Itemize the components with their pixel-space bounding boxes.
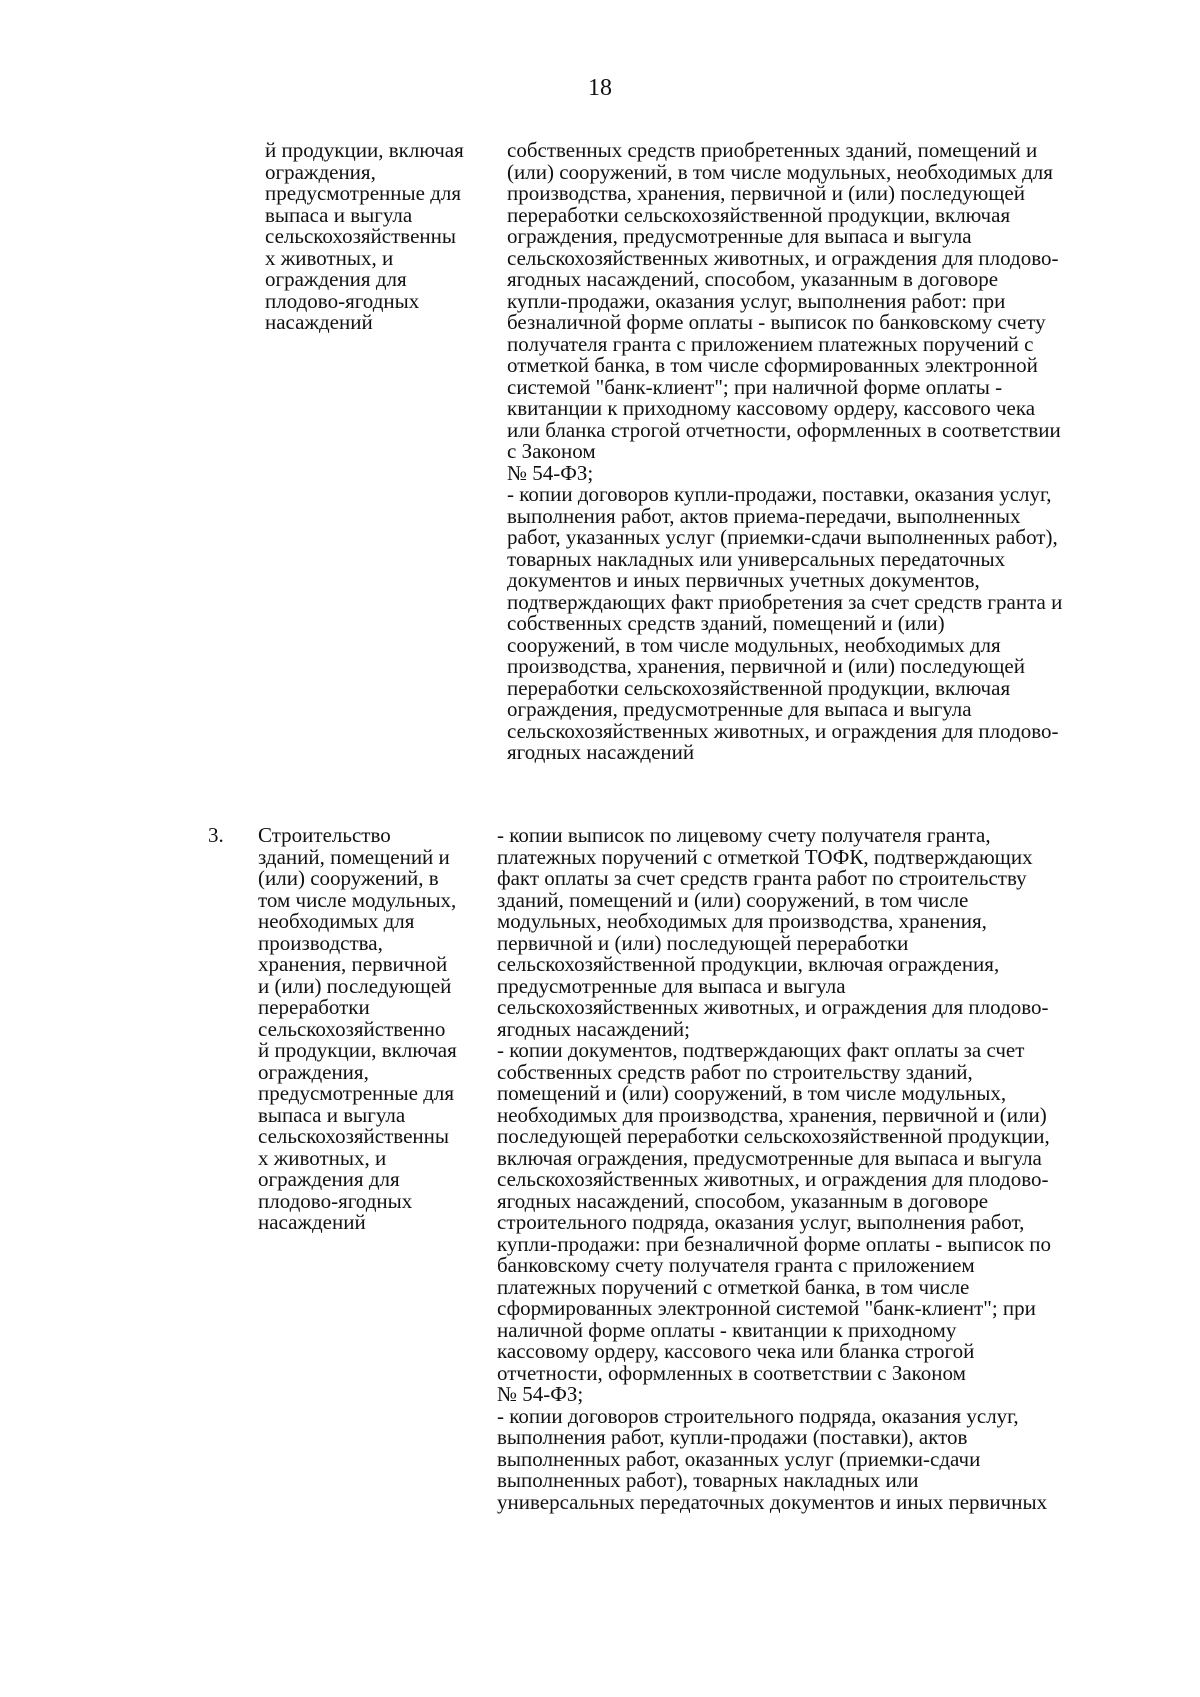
text-line: плодово-ягодных: [258, 1188, 413, 1213]
text-line: зданий, помещений и: [258, 844, 450, 869]
text-line: универсальных передаточных документов и иных первичных: [497, 1489, 1048, 1514]
text-line: насаждений: [258, 1210, 366, 1234]
text-line: собственных средств работ по строительству зданий,: [497, 1059, 973, 1084]
text-line: получателя гранта с приложением платежных поручений с: [507, 331, 1034, 356]
text-line: купли-продажи: при безналичной форме оплаты - выписок по: [497, 1231, 1052, 1256]
text-line: сельскохозяйственных животных, и ограждения для плодово-: [507, 245, 1059, 270]
text-line: собственных средств зданий, помещений и (или): [507, 611, 945, 635]
text-line: безналичной форме оплаты - выписок по банковскому счету: [507, 310, 1046, 334]
text-line: сельскохозяйственны: [258, 1124, 449, 1148]
subject-cell: [258, 825, 457, 1234]
text-line: выпаса и выгула: [265, 202, 413, 227]
text-line: первичной и (или) последующей переработки: [497, 930, 909, 955]
text-line: сельскохозяйственных животных, и ограждения для плодово-: [497, 1167, 1049, 1191]
text-line: том числе модульных,: [258, 887, 457, 912]
text-line: ягодных насаждений: [507, 740, 695, 764]
text-line: - копии выписок по лицевому счету получателя гранта,: [497, 823, 991, 847]
text-line: № 54-ФЗ;: [497, 1382, 584, 1406]
row-number: 3.: [208, 823, 224, 847]
text-line: системой "банк-клиент"; при наличной форме оплаты -: [507, 374, 1003, 399]
text-line: выполнения работ, актов приема-передачи, выполненных: [507, 503, 1021, 528]
text-line: зданий, помещений и (или) сооружений, в том числе: [497, 887, 969, 912]
text-line: переработки сельскохозяйственной продукции, включая: [507, 202, 1011, 227]
text-line: ограждения, предусмотренные для выпаса и выгула: [507, 224, 972, 248]
text-line: предусмотренные для: [265, 181, 462, 205]
text-line: й продукции, включая: [258, 1038, 457, 1062]
text-line: квитанции к приходному кассовому ордеру, кассового чека: [507, 396, 1036, 420]
text-line: ограждения для: [258, 1167, 400, 1191]
text-line: сельскохозяйственной продукции, включая ограждения,: [497, 952, 1000, 976]
text-line: выполненных работ, оказанных услуг (приемки-сдачи: [497, 1446, 981, 1471]
documents-cell: [497, 825, 1051, 1513]
text-line: сельскохозяйственно: [258, 1016, 446, 1041]
text-line: последующей переработки сельскохозяйственной продукции,: [497, 1124, 1050, 1148]
text-line: - копии договоров строительного подряда, оказания услуг,: [497, 1403, 1019, 1428]
text-line: банковскому счету получателя гранта с приложением: [497, 1253, 975, 1277]
text-line: хранения, первичной: [258, 952, 448, 976]
text-line: сельскохозяйственных животных, и ограждения для плодово-: [497, 995, 1049, 1019]
text-line: отметкой банка, в том числе сформированных электронной: [507, 353, 1038, 377]
text-line: или бланка строгой отчетности, оформленных в соответствии: [507, 417, 1061, 442]
text-line: выполненных работ), товарных накладных или: [497, 1468, 919, 1492]
text-line: модульных, необходимых для производства, хранения,: [497, 909, 987, 933]
text-line: переработки сельскохозяйственной продукции, включая: [507, 675, 1011, 700]
text-line: й продукции, включая: [265, 138, 464, 162]
text-line: ограждения для: [265, 267, 407, 291]
text-line: работ, указанных услуг (приемки-сдачи выполненных работ),: [507, 525, 1058, 549]
text-line: плодово-ягодных: [265, 288, 420, 313]
text-line: (или) сооружений, в: [258, 866, 439, 890]
text-line: необходимых для: [258, 909, 415, 933]
text-line: факт оплаты за счет средств гранта работ по строительству: [497, 866, 1027, 890]
text-line: х животных, и: [258, 1145, 387, 1170]
text-line: - копии договоров купли-продажи, поставки, оказания услуг,: [507, 482, 1052, 506]
text-line: сельскохозяйственных животных, и ограждения для плодово-: [507, 718, 1059, 743]
text-line: наличной форме оплаты - квитанции к приходному: [497, 1317, 957, 1342]
text-line: х животных, и: [265, 245, 394, 270]
text-line: собственных средств приобретенных зданий, помещений и: [507, 138, 1038, 162]
text-line: выполнения работ, купли-продажи (поставки), актов: [497, 1425, 968, 1449]
text-line: переработки: [258, 995, 370, 1019]
text-line: производства, хранения, первичной и (или) последующей: [507, 654, 1025, 678]
text-line: производства, хранения, первичной и (или) последующей: [507, 181, 1025, 205]
page-number: 18: [588, 75, 612, 101]
text-line: - копии документов, подтверждающих факт оплаты за счет: [497, 1038, 1025, 1062]
text-line: кассовому ордеру, кассового чека или бланка строгой: [497, 1339, 975, 1363]
text-line: помещений и (или) сооружений, в том числе модульных,: [497, 1081, 1007, 1105]
text-line: ягодных насаждений, способом, указанным в договоре: [497, 1188, 989, 1213]
text-line: Строительство: [258, 823, 391, 847]
text-line: сооружений, в том числе модульных, необходимых для: [507, 632, 1001, 657]
text-line: (или) сооружений, в том числе модульных, необходимых для: [507, 159, 1053, 184]
text-line: с Законом: [507, 439, 596, 463]
text-line: и (или) последующей: [258, 973, 452, 998]
text-line: предусмотренные для: [258, 1081, 455, 1105]
text-line: выпаса и выгула: [258, 1102, 406, 1127]
text-line: ягодных насаждений;: [497, 1016, 690, 1041]
text-line: ягодных насаждений, способом, указанным в договоре: [507, 267, 999, 291]
text-line: сельскохозяйственны: [265, 224, 456, 248]
text-line: купли-продажи, оказания услуг, выполнения работ: при: [507, 288, 1006, 313]
text-line: отчетности, оформленных в соответствии с Законом: [497, 1360, 966, 1385]
text-line: ограждения,: [265, 159, 376, 184]
text-line: сформированных электронной системой "банк-клиент"; при: [497, 1296, 1036, 1320]
text-line: платежных поручений с отметкой банка, в том числе: [497, 1274, 970, 1299]
subject-cell: [265, 140, 464, 334]
text-line: подтверждающих факт приобретения за счет средств гранта и: [507, 589, 1063, 614]
text-line: ограждения,: [258, 1059, 369, 1084]
text-line: товарных накладных или универсальных передаточных: [507, 546, 1006, 571]
text-line: производства,: [258, 930, 383, 955]
text-line: ограждения, предусмотренные для выпаса и выгула: [507, 697, 972, 721]
text-line: строительного подряда, оказания услуг, выполнения работ,: [497, 1210, 1025, 1234]
documents-cell: [507, 140, 1062, 764]
text-line: документов и иных первичных учетных документов,: [507, 568, 980, 592]
text-line: предусмотренные для выпаса и выгула: [497, 973, 846, 998]
text-line: насаждений: [265, 310, 373, 334]
text-line: включая ограждения, предусмотренные для выпаса и выгула: [497, 1145, 1042, 1170]
text-line: платежных поручений с отметкой ТОФК, подтверждающих: [497, 844, 1033, 869]
text-line: № 54-ФЗ;: [507, 460, 594, 485]
text-line: необходимых для производства, хранения, первичной и (или): [497, 1102, 1047, 1127]
